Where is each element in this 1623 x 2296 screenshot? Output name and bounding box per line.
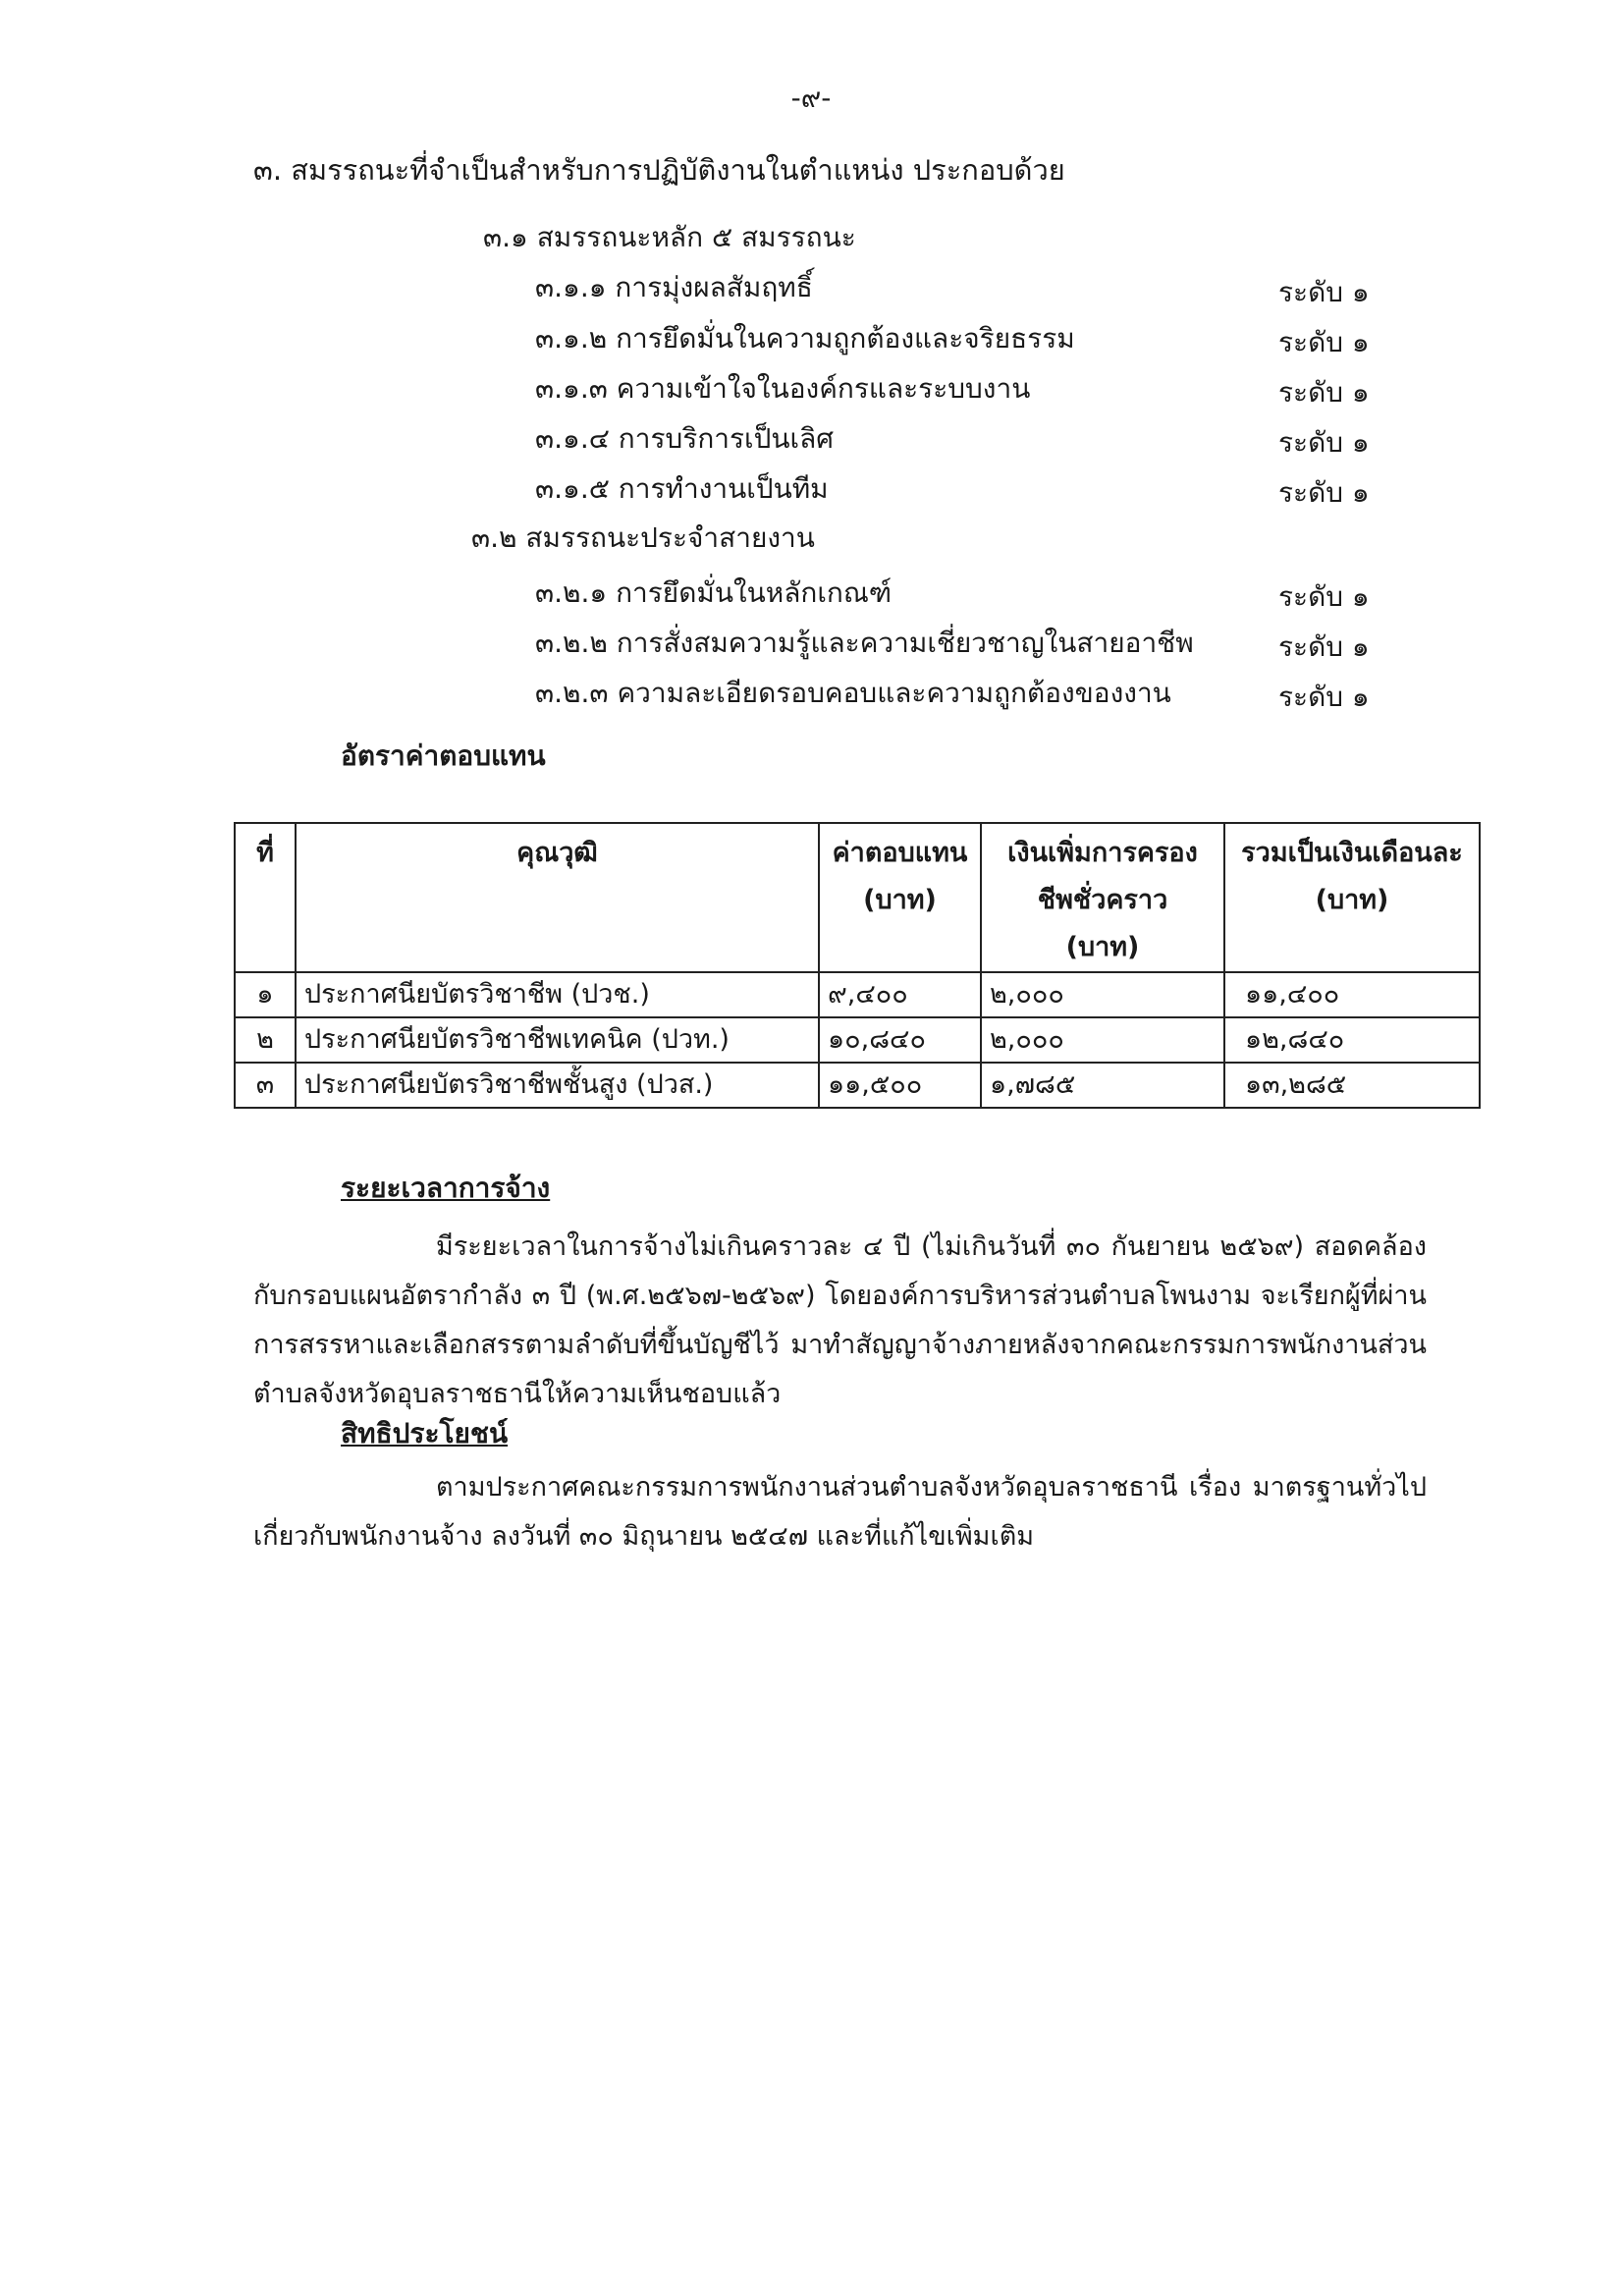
header-qualification: คุณวุฒิ xyxy=(296,823,819,972)
table-row xyxy=(235,972,1480,1017)
compensation-heading: อัตราค่าตอบแทน xyxy=(341,739,546,772)
table-header-row xyxy=(235,823,1480,972)
header-total: รวมเป็นเงินเดือนละ (บาท) xyxy=(1224,823,1480,972)
competency-item-label: ๓.๒.๓ ความละเอียดรอบคอบและความถูกต้องของงาน xyxy=(535,677,1171,709)
cell-allowance: ๒,๐๐๐ xyxy=(981,972,1224,1017)
cell-no: ๑ xyxy=(235,972,296,1017)
competency-item-level: ระดับ ๑ xyxy=(1278,681,1370,713)
benefits-body: ตามประกาศคณะกรรมการพนักงานส่วนตำบลจังหวัดอุบลราชธานี เรื่อง มาตรฐานทั่วไปเกี่ยวกับพนักงานจ้าง ลงวันที่ ๓๐ มิถุนายน ๒๕๔๗ และที่แก้ไขเพิ่มเติม xyxy=(253,1472,1427,1552)
competency-item-level: ระดับ ๑ xyxy=(1278,580,1370,613)
competency-item-label: ๓.๑.๔ การบริการเป็นเลิศ xyxy=(535,422,835,455)
compensation-table xyxy=(234,822,1481,1109)
cell-pay: ๑๑,๕๐๐ xyxy=(819,1063,981,1108)
competency-item-label: ๓.๑.๒ การยึดมั่นในความถูกต้องและจริยธรรม xyxy=(535,322,1075,355)
cell-pay: ๑๐,๘๔๐ xyxy=(819,1017,981,1063)
competency-item-label: ๓.๑.๕ การทำงานเป็นทีม xyxy=(535,472,829,505)
competency-item-level: ระดับ ๑ xyxy=(1278,276,1370,308)
table-row xyxy=(235,1017,1480,1063)
competency-item-level: ระดับ ๑ xyxy=(1278,476,1370,509)
cell-total: ๑๓,๒๘๕ xyxy=(1224,1063,1480,1108)
competency-item-level: ระดับ ๑ xyxy=(1278,326,1370,358)
cell-qualification: ประกาศนียบัตรวิชาชีพ (ปวช.) xyxy=(296,972,819,1017)
cell-no: ๓ xyxy=(235,1063,296,1108)
cell-qualification: ประกาศนียบัตรวิชาชีพเทคนิค (ปวท.) xyxy=(296,1017,819,1063)
competency-item-label: ๓.๒.๒ การสั่งสมความรู้และความเชี่ยวชาญในสายอาชีพ xyxy=(535,627,1194,659)
functional-competency-heading: ๓.๒ สมรรถนะประจำสายงาน xyxy=(471,521,815,554)
page-number: -๙- xyxy=(790,82,832,114)
competency-item-label: ๓.๑.๓ ความเข้าใจในองค์กรและระบบงาน xyxy=(535,372,1031,405)
competency-item-level: ระดับ ๑ xyxy=(1278,630,1370,663)
header-pay: ค่าตอบแทน (บาท) xyxy=(819,823,981,972)
competency-item-level: ระดับ ๑ xyxy=(1278,426,1370,459)
competency-item-label: ๓.๑.๑ การมุ่งผลสัมฤทธิ์ xyxy=(535,271,813,303)
cell-no: ๒ xyxy=(235,1017,296,1063)
header-allowance: เงินเพิ่มการครอง ชีพชั่วคราว (บาท) xyxy=(981,823,1224,972)
table-row xyxy=(235,1063,1480,1108)
cell-qualification: ประกาศนียบัตรวิชาชีพชั้นสูง (ปวส.) xyxy=(296,1063,819,1108)
section3-heading: ๓. สมรรถนะที่จำเป็นสำหรับการปฏิบัติงานในตำแหน่ง ประกอบด้วย xyxy=(253,153,1065,187)
cell-allowance: ๑,๗๘๕ xyxy=(981,1063,1224,1108)
cell-total: ๑๑,๔๐๐ xyxy=(1224,972,1480,1017)
cell-pay: ๙,๔๐๐ xyxy=(819,972,981,1017)
cell-allowance: ๒,๐๐๐ xyxy=(981,1017,1224,1063)
competency-item-label: ๓.๒.๑ การยึดมั่นในหลักเกณฑ์ xyxy=(535,576,893,609)
cell-total: ๑๒,๘๔๐ xyxy=(1224,1017,1480,1063)
header-no: ที่ xyxy=(235,823,296,972)
employment-period-body: มีระยะเวลาในการจ้างไม่เกินคราวละ ๔ ปี (ไม่เกินวันที่ ๓๐ กันยายน ๒๕๖๙) สอดคล้องกับกรอบแผนอัตรากำลัง ๓ ปี (พ.ศ.๒๕๖๗-๒๕๖๙) โดยองค์การบริหารส่วนตำบลโพนงาม จะเรียกผู้ที่ผ่านการสรรหาและเลือกสรรตามลำดับที่ขึ้นบัญชีไว้ มาทำสัญญาจ้างภายหลังจากคณะกรรมการพนักงานส่วนตำบลจังหวัดอุบลราชธานีให้ความเห็นชอบแล้ว xyxy=(253,1231,1427,1409)
competency-item-level: ระดับ ๑ xyxy=(1278,376,1370,409)
benefits-heading: สิทธิประโยชน์ xyxy=(341,1417,509,1449)
employment-period-heading: ระยะเวลาการจ้าง xyxy=(341,1172,551,1204)
core-competency-heading: ๓.๑ สมรรถนะหลัก ๕ สมรรถนะ xyxy=(483,221,856,253)
